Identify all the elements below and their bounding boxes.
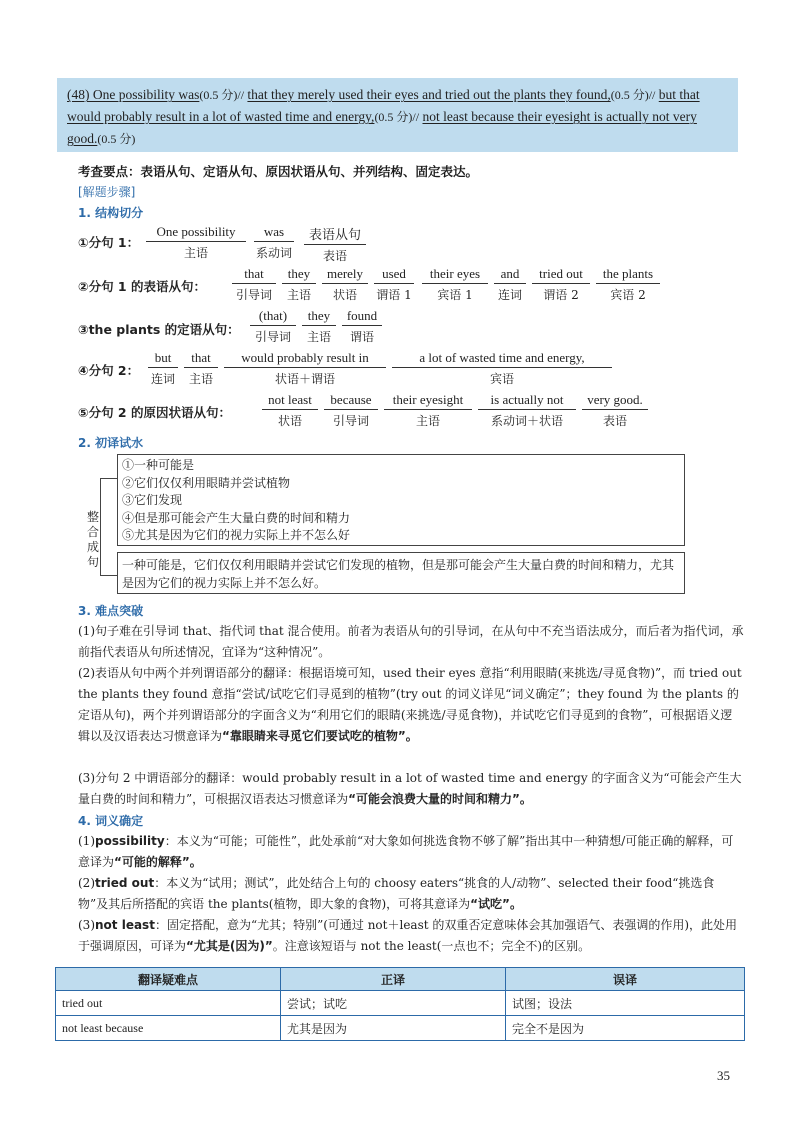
page-number: 35 — [717, 1068, 730, 1083]
difficulty-p3: (3)分句 2 中谓语部分的翻译：would probably result in a lot of wasted time and energy 的字面含义为“可能会产生大量白费的时间和精力”，可根据汉语表达习惯意译为“可能会浪费大量的时间和精力”。 — [78, 771, 742, 806]
clause-3-label: ③the plants 的定语从句： — [78, 322, 240, 337]
word-wasted-time: a lot of wasted time and energy, 宾语 — [392, 350, 612, 387]
table-row — [56, 991, 745, 1016]
header-difficulty: 翻译疑难点 — [56, 968, 281, 991]
word-would-probably-result-in: would probably result in 状语＋谓语 — [224, 350, 386, 387]
header-correct: 正译 — [281, 968, 506, 991]
combined-translation: 一种可能是，它们仅仅利用眼睛并尝试它们发现的植物，但是那可能会产生大量白费的时间和精力，尤其是因为它们的视力实际上并不怎么好。 — [122, 558, 675, 590]
clause-5-label: ⑤分句 2 的原因状语从句： — [78, 405, 231, 420]
trial-item: ⑤尤其是因为它们的视力实际上并不怎么好 — [122, 528, 351, 542]
word-that-paren: (that) 引导词 — [250, 308, 296, 345]
section-difficulty: 3. 难点突破 — [78, 604, 144, 618]
section-meaning: 4. 词义确定 — [78, 814, 144, 828]
source-sentence-box — [57, 78, 738, 152]
integrate-label: 整合成句 — [86, 510, 99, 569]
key-points: 考查要点：表语从句、定语从句、原因状语从句、并列结构、固定表达。 — [78, 164, 479, 179]
score-4: (0.5 分) — [97, 132, 136, 146]
difficulty-p1: (1)句子难在引导词 that、指代词 that 混合使用。前者为表语从句的引导词，在从句中不充当语法成分，而后者为指代词，承前指代表语从句所述情况，宜译为“这种情况”。 — [78, 624, 744, 659]
segment-2: that they merely used their eyes and tried out the plants they found, — [247, 87, 611, 102]
word-found: found 谓语 — [342, 308, 382, 345]
trial-items-box — [117, 454, 685, 546]
score-2: (0.5 分)// — [610, 88, 656, 102]
section-trial-translation: 2. 初译试水 — [78, 436, 144, 450]
trial-item: ③它们发现 — [122, 493, 183, 507]
meaning-p2: (2)tried out：本义为“试用；测试”，此处结合上句的 choosy eaters“挑食的人/动物”、selected their food“挑选食物”及其后所搭配的宾语 the plants(植物，即大象的食物)，可将其意译为“试吃”。 — [78, 876, 715, 911]
segment-1: (48) One possibility was — [67, 87, 200, 102]
table-header-row — [56, 968, 745, 991]
word-was: was 系动词 — [255, 224, 292, 260]
word-very-good: very good. 表语 — [582, 392, 648, 429]
steps-label: [解题步骤] — [78, 185, 136, 199]
word-and: and 连词 — [494, 266, 526, 303]
translation-table — [55, 967, 745, 1041]
cell-term: tried out — [56, 991, 281, 1016]
clause-4-label: ④分句 2： — [78, 363, 140, 378]
word-they-2: they 主语 — [302, 308, 336, 345]
meaning-p1: (1)possibility：本义为“可能；可能性”，此处承前“对大象如何挑选食物不够了解”指出其中一种猜想/可能正确的解释，可意译为“可能的解释”。 — [78, 834, 734, 869]
score-1: (0.5 分)// — [199, 88, 245, 102]
word-merely: merely 状语 — [322, 266, 368, 303]
difficulty-p2: (2)表语从句中两个并列谓语部分的翻译：根据语境可知，used their eyes 意指“利用眼睛(来挑选/寻觅食物)”，而 tried out the plants they found 意指“尝试/试吃它们寻觅到的植物”(try out 的词义详见“词义确定”；they found 为 the plants 的定语从句)，两个并列谓语部分的字面含义为“利用它们的眼睛(来挑选/寻觅食物)，并试吃它们寻觅到的食物”，可根据语义逻辑以及汉语表达习惯意译为“靠眼睛来寻觅它们要试吃的植物”。 — [78, 666, 742, 743]
segment-4: not least because their eyesight is actually not very good. — [67, 109, 697, 146]
cell-wrong: 试图；设法 — [506, 991, 745, 1016]
bracket-connector — [100, 478, 118, 576]
word-that-2: that 主语 — [184, 350, 218, 387]
trial-item: ①一种可能是 — [122, 458, 195, 472]
word-used: used 谓语 1 — [374, 266, 414, 303]
clause-1-label: ①分句 1： — [78, 235, 140, 250]
word-predicative-clause: 表语从句 表语 — [304, 224, 366, 264]
section-structure: 1. 结构切分 — [78, 206, 144, 220]
trial-item: ④但是那可能会产生大量白费的时间和精力 — [122, 510, 351, 525]
cell-correct: 尝试；试吃 — [281, 991, 506, 1016]
meaning-p3: (3)not least：固定搭配，意为“尤其；特别”(可通过 not＋least 的双重否定意味体会其加强语气、表强调的作用)，此处用于强调原因，可译为“尤其是(因为)”。注意该短语与 not the least(一点也不；完全不)的区别。 — [78, 918, 738, 953]
word-they: they 主语 — [282, 266, 316, 303]
table-row — [56, 1016, 745, 1041]
trial-item: ②它们仅仅利用眼睛并尝试植物 — [122, 475, 291, 490]
word-but: but 连词 — [148, 350, 178, 387]
word-their-eyes: their eyes 宾语 1 — [422, 266, 488, 303]
score-3: (0.5 分)// — [374, 110, 420, 124]
word-that: that 引导词 — [232, 266, 276, 303]
clause-2-label: ②分句 1 的表语从句： — [78, 279, 206, 294]
word-one-possibility: One possibility 主语 — [146, 224, 246, 261]
cell-wrong: 完全不是因为 — [506, 1016, 745, 1041]
combined-translation-box — [117, 552, 685, 594]
word-tried-out: tried out 谓语 2 — [532, 266, 590, 303]
word-not-least: not least 状语 — [262, 392, 318, 429]
word-is-actually-not: is actually not 系动词＋状语 — [478, 392, 576, 429]
word-because: because 引导词 — [324, 392, 378, 429]
header-wrong: 误译 — [506, 968, 745, 991]
word-the-plants: the plants 宾语 2 — [596, 266, 660, 303]
segment-3: but that would probably result in a lot of wasted time and energy, — [67, 87, 700, 124]
cell-correct: 尤其是因为 — [281, 1016, 506, 1041]
cell-term: not least because — [56, 1016, 281, 1041]
word-their-eyesight: their eyesight 主语 — [384, 392, 472, 429]
